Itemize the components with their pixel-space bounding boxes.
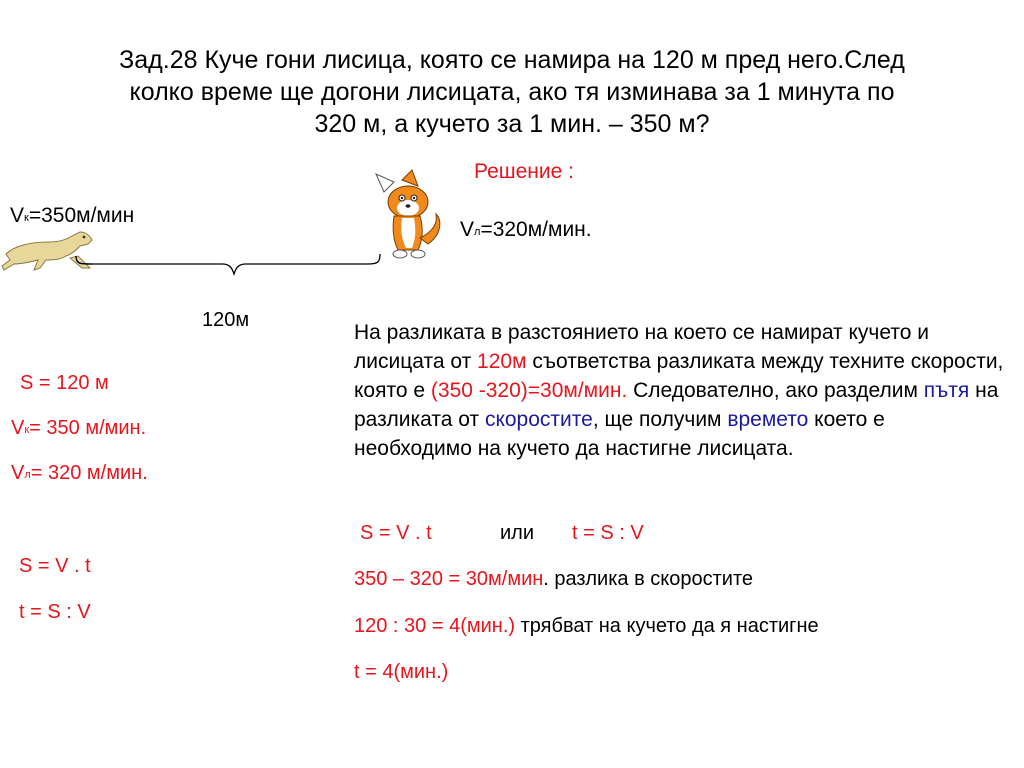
distance-brace xyxy=(72,254,392,304)
final-answer: t = 4(мин.) xyxy=(354,661,449,683)
problem-line-1: Зад.28 Куче гони лисица, която се намира на 120 м пред него.След xyxy=(119,46,905,74)
problem-line-3: 320 м, а кучето за 1 мин. – 350 м? xyxy=(314,110,710,138)
explanation-paragraph: На разликата в разстоянието на което се намират кучето и лисицата от 120м съответства разликата между техните скорости, която е (350 -320)=30м/мин. Следователно, ако разделим пътя на разликата от скоростите, ще получим времето което е необходимо на кучето да настигне лисицата. xyxy=(354,321,1004,460)
given-distance: S = 120 м xyxy=(20,372,109,394)
given-dog-speed: $V_к= 350$ м/мин. xyxy=(11,417,147,439)
dog-speed-label: $V_к=350м$/мин xyxy=(10,204,135,227)
fox-illustration xyxy=(372,168,448,264)
step-time-calculation: 120 : 30 = 4(мин.) трябват на кучето да я настигне xyxy=(354,615,819,637)
solution-heading: Решение : xyxy=(474,160,574,183)
given-fox-speed: $V_л= 320$ м/мин. xyxy=(11,462,148,484)
step-formula-a: S = V . t xyxy=(360,522,432,544)
step-speed-difference: 350 – 320 = 30м/мин. разлика в скоростите xyxy=(354,568,754,590)
step-or: или xyxy=(500,522,535,544)
problem-statement xyxy=(40,44,984,140)
step-formula-b: t = S : V xyxy=(572,522,644,544)
formula-distance: S = V . t xyxy=(19,555,91,577)
formula-time: t = S : V xyxy=(19,601,91,623)
fox-speed-label: $V_л=320м$/мин. xyxy=(460,218,592,241)
distance-label: 120м xyxy=(202,309,250,331)
problem-line-2: колко време ще догони лисицата, ако тя изминава за 1 минута по xyxy=(129,78,895,106)
